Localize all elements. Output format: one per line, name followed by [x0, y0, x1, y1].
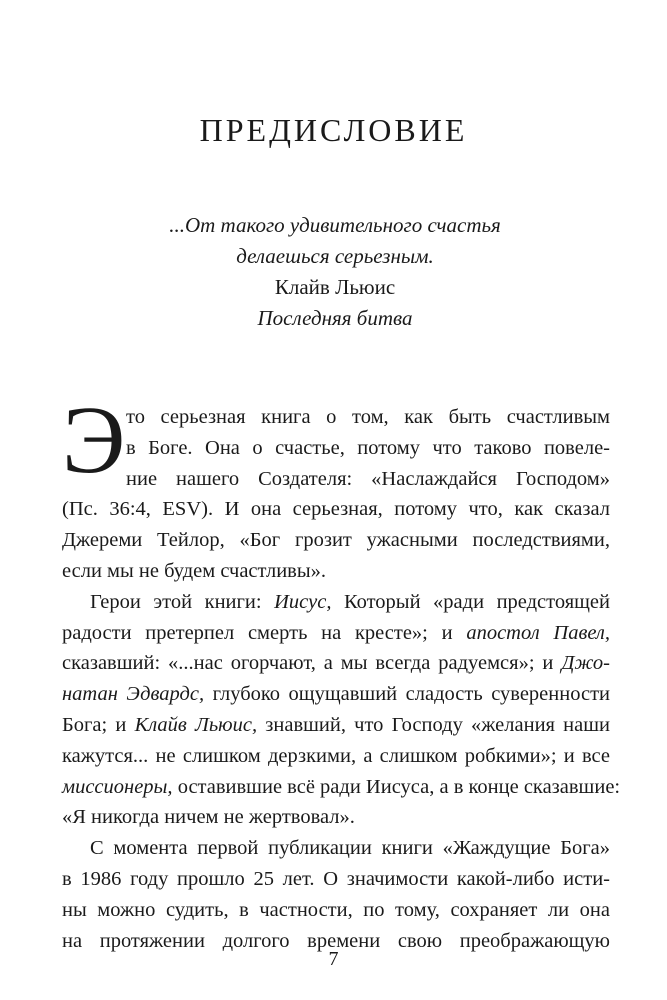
text-line: натан Эдвардс, глубоко ощущавший сладость суверенности: [62, 683, 611, 706]
text-line: (Пс. 36:4, ESV). И она серьезная, потому что, как сказал: [62, 498, 610, 521]
epigraph-author: Клайв Льюис: [274, 275, 396, 299]
text-line: миссионеры, оставившие всё ради Иисуса, а в конце сказавшие:: [62, 775, 621, 798]
epigraph-line: делаешься серьезным.: [236, 244, 434, 268]
text-line: то серьезная книга о том, как быть счастливым: [126, 406, 610, 428]
text-line: «Я никогда ничем не жертвовал».: [62, 806, 355, 829]
epigraph: [125, 210, 545, 334]
text-line: С момента первой публикации книги «Жаждущие Бога»: [90, 837, 610, 860]
text-line: на протяжении долгого времени свою преображающую: [62, 929, 610, 952]
text-line: ние нашего Создателя: «Наслаждайся Господом»: [126, 467, 610, 490]
text-line: в 1986 году прошло 25 лет. О значимости какой-либо исти-: [62, 867, 610, 890]
text-line: Джереми Тейлор, «Бог грозит ужасными последствиями,: [62, 529, 610, 552]
text-line: радости претерпел смерть на кресте»; и апостол Павел,: [62, 621, 610, 644]
text-line: ны можно судить, в частности, по тому, сохраняет ли она: [62, 898, 610, 921]
text-line: Бога; и Клайв Льюис, знавший, что Господу «желания наши: [62, 713, 610, 736]
epigraph-line: ...От такого удивительного счастья: [169, 213, 501, 237]
text-line: в Боге. Она о счастье, потому что таково повеле-: [126, 436, 610, 459]
text-line: Герои этой книги: Иисус, Который «ради предстоящей: [90, 590, 610, 613]
page-title: ПРЕДИСЛОВИЕ: [199, 112, 468, 148]
body-text: [62, 402, 621, 956]
text-line: кажутся... не слишком дерзкими, а слишком робкими»; и все: [62, 744, 610, 767]
text-line: сказавший: «...нас огорчают, а мы всегда радуемся»; и Джо-: [62, 652, 610, 675]
epigraph-source: Последняя битва: [257, 306, 413, 330]
text-line: если мы не будем счастливы».: [62, 559, 327, 582]
page-number: 7: [328, 948, 339, 970]
drop-cap: Э: [62, 386, 126, 493]
